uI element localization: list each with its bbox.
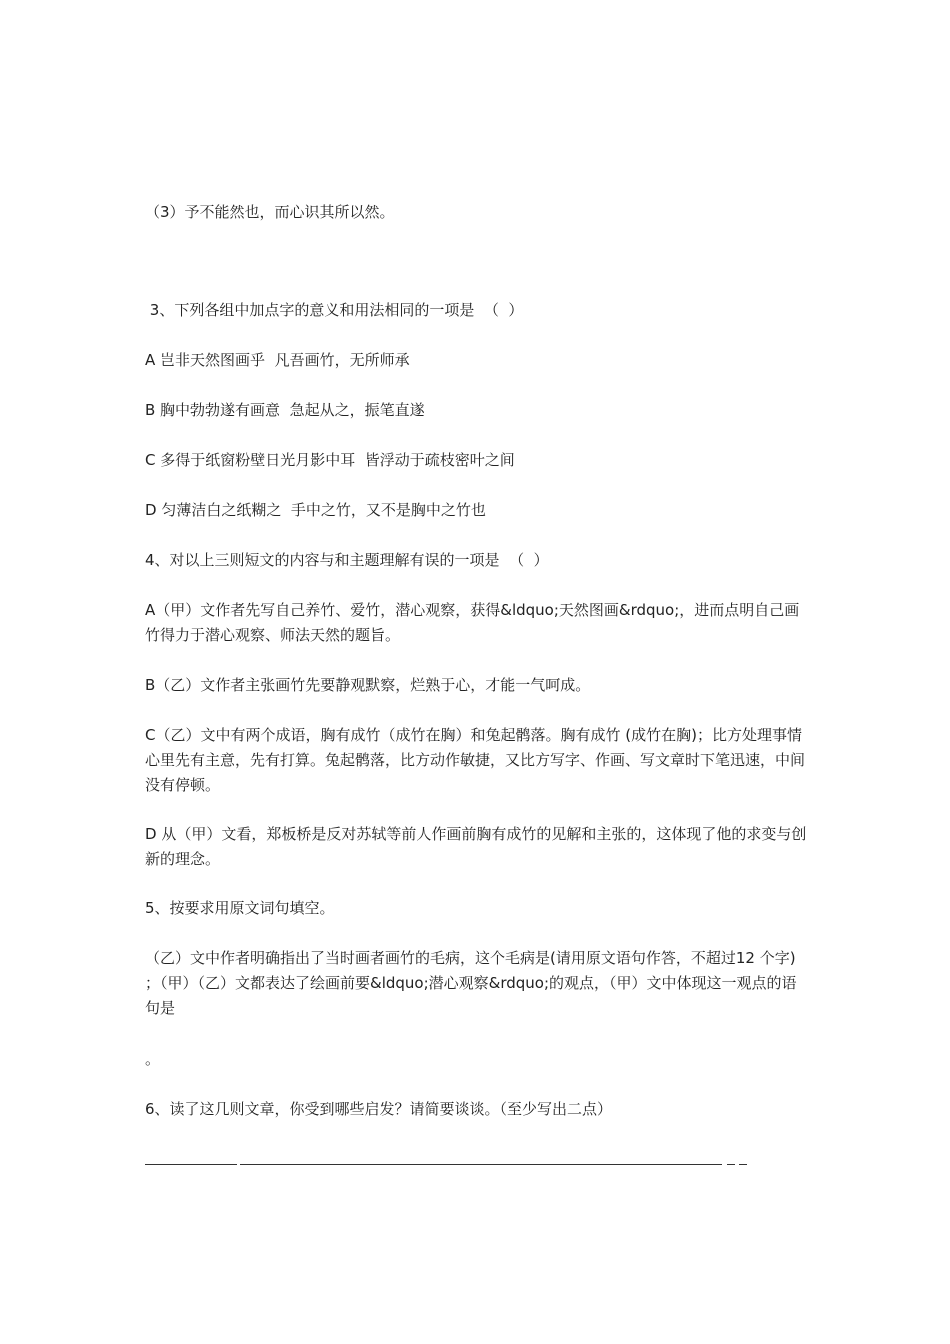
- question-4: 4、对以上三则短文的内容与和主题理解有误的一项是 （ ）: [145, 551, 549, 569]
- question-4-option-b: B（乙）文作者主张画竹先要静观默察，烂熟于心，才能一气呵成。: [145, 676, 591, 694]
- question-3-option-c: C 多得于纸窗粉壁日光月影中耳 皆浮动于疏枝密叶之间: [145, 451, 515, 469]
- question-5: 5、按要求用原文词句填空。: [145, 899, 335, 917]
- question-3-option-d: D 匀薄洁白之纸糊之 手中之竹，又不是胸中之竹也: [145, 501, 486, 519]
- sentence-3: （3）予不能然也，而心识其所以然。: [145, 203, 395, 221]
- question-5-body: （乙）文中作者明确指出了当时画者画竹的毛病，这个毛病是(请用原文语句作答，不超过12 个字) ；（甲）（乙）文都表达了绘画前要&ldquo;潜心观察&rdquo;的观点，（甲）文中体现这一观点的语句是: [145, 949, 801, 1017]
- question-4-option-c: C（乙）文中有两个成语，胸有成竹（成竹在胸）和兔起鹘落。胸有成竹 (成竹在胸)；比方处理事情心里先有主意，先有打算。兔起鹘落，比方动作敏捷，又比方写字、作画、写文章时下笔迅速，中间没有停顿。: [145, 726, 806, 794]
- answer-line-3: [727, 1164, 735, 1166]
- answer-line-4: [739, 1164, 747, 1166]
- question-6: 6、读了这几则文章，你受到哪些启发？请简要谈谈。（至少写出二点）: [145, 1100, 613, 1118]
- question-5-end: 。: [145, 1050, 161, 1068]
- answer-line-2: [240, 1164, 722, 1166]
- question-4-option-a: A（甲）文作者先写自己养竹、爱竹，潜心观察，获得&ldquo;天然图画&rdquo;，进而点明自己画竹得力于潜心观察、师法天然的题旨。: [145, 601, 800, 644]
- answer-line-1: [145, 1164, 237, 1166]
- question-3: 3、下列各组中加点字的意义和用法相同的一项是 （ ）: [145, 301, 524, 319]
- question-3-option-a: A 岂非天然图画乎 凡吾画竹，无所师承: [145, 351, 410, 369]
- question-3-option-b: B 胸中勃勃遂有画意 急起从之，振笔直遂: [145, 401, 425, 419]
- question-4-option-d: D 从（甲）文看，郑板桥是反对苏轼等前人作画前胸有成竹的见解和主张的，这体现了他的求变与创新的理念。: [145, 825, 807, 868]
